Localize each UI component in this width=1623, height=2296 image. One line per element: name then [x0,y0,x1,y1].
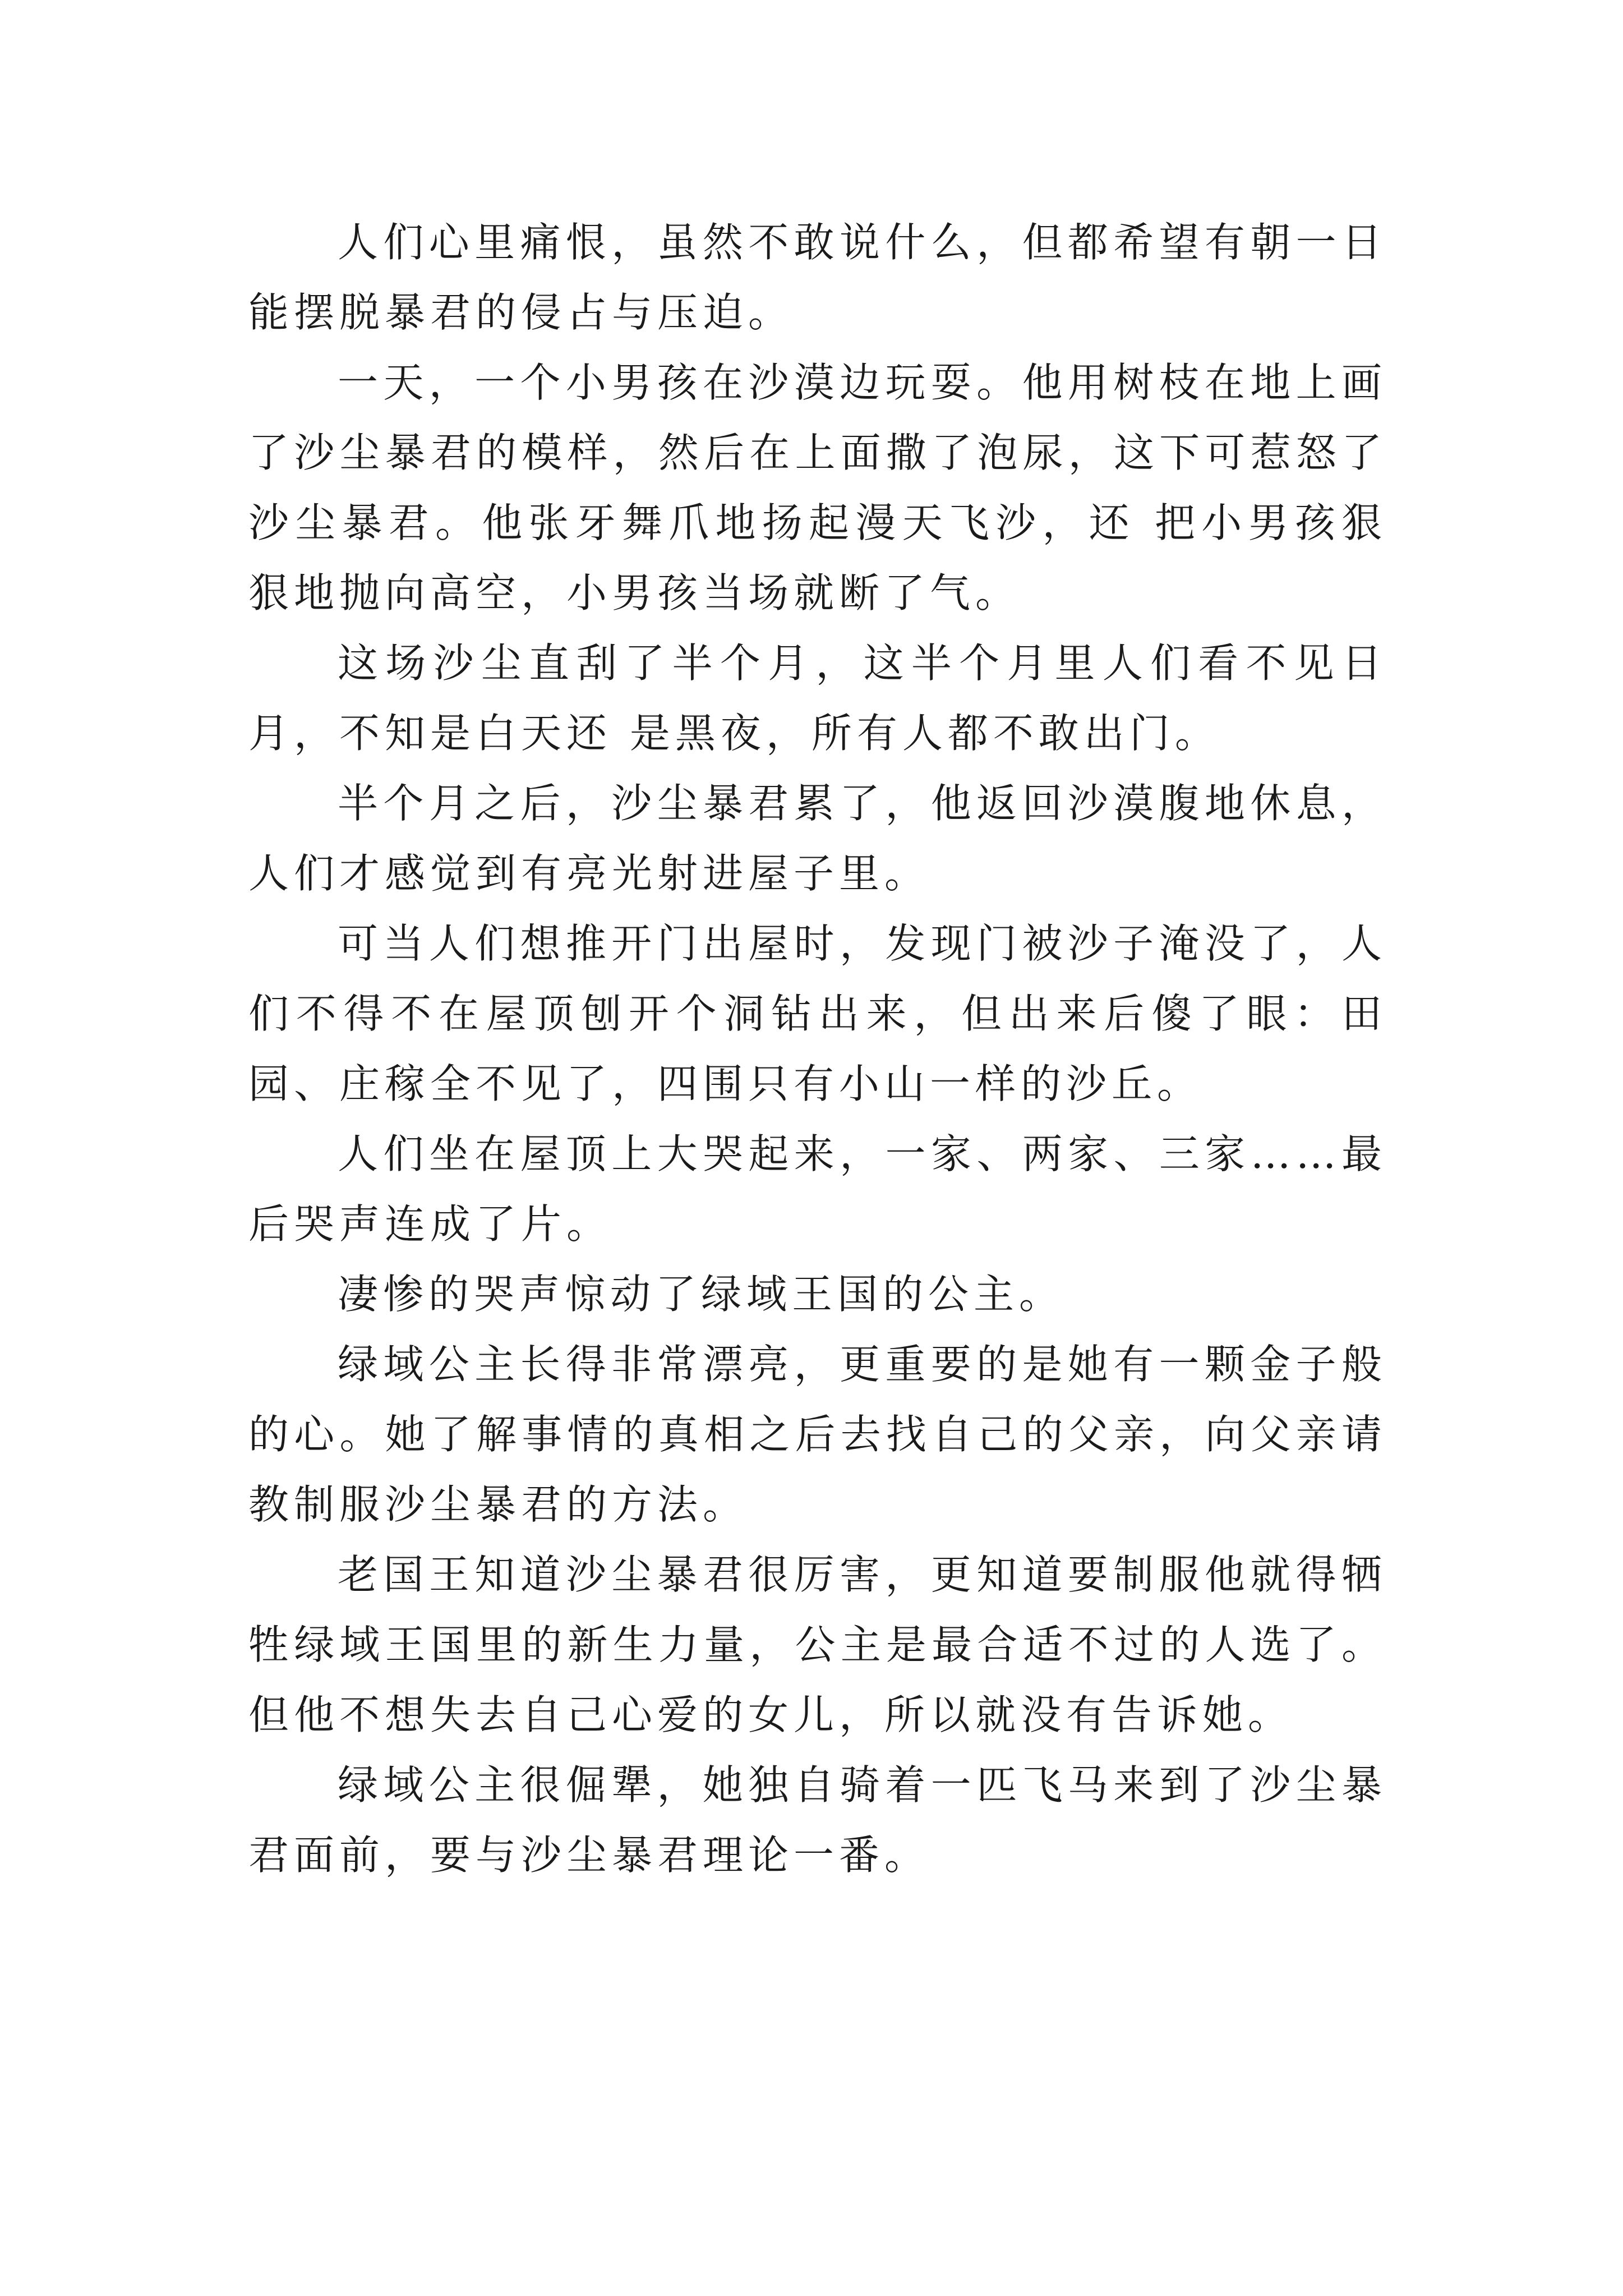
paragraph-5: 可当人们想推开门出屋时，发现门被沙子淹没了，人们不得不在屋顶刨开个洞钻出来，但出来后傻了眼：田园、庄稼全不见了，四围只有小山一样的沙丘。 [248,920,1387,1107]
paragraph-3: 这场沙尘直刮了半个月，这半个月里人们看不见日月，不知是白天还 是黑夜，所有人都不敢出门。 [248,639,1387,757]
paragraph-6: 人们坐在屋顶上大哭起来，一家、两家、三家……最后哭声连成了片。 [248,1130,1387,1248]
paragraph-10: 绿域公主很倔犟，她独自骑着一匹飞马来到了沙尘暴君面前，要与沙尘暴君理论一番。 [248,1761,1387,1879]
paragraph-2: 一天，一个小男孩在沙漠边玩耍。他用树枝在地上画了沙尘暴君的模样，然后在上面撒了泡尿，这下可惹怒了沙尘暴君。他张牙舞爪地扬起漫天飞沙，还 把小男孩狠狠地抛向高空，小男孩当场就断了气。 [248,359,1387,616]
paragraph-4: 半个月之后，沙尘暴君累了，他返回沙漠腹地休息，人们才感觉到有亮光射进屋子里。 [248,780,1387,897]
paragraph-1: 人们心里痛恨，虽然不敢说什么，但都希望有朝一日能摆脱暴君的侵占与压迫。 [248,219,1387,336]
paragraph-9: 老国王知道沙尘暴君很厉害，更知道要制服他就得牺牲绿域王国里的新生力量，公主是最合适不过的人选了。但他不想失去自己心爱的女儿，所以就没有告诉她。 [248,1551,1387,1738]
story-text [248,208,1387,1890]
paragraph-7: 凄惨的哭声惊动了绿域王国的公主。 [338,1271,1065,1318]
paragraph-8: 绿域公主长得非常漂亮，更重要的是她有一颗金子般的心。她了解事情的真相之后去找自己的父亲，向父亲请教制服沙尘暴君的方法。 [248,1341,1387,1528]
